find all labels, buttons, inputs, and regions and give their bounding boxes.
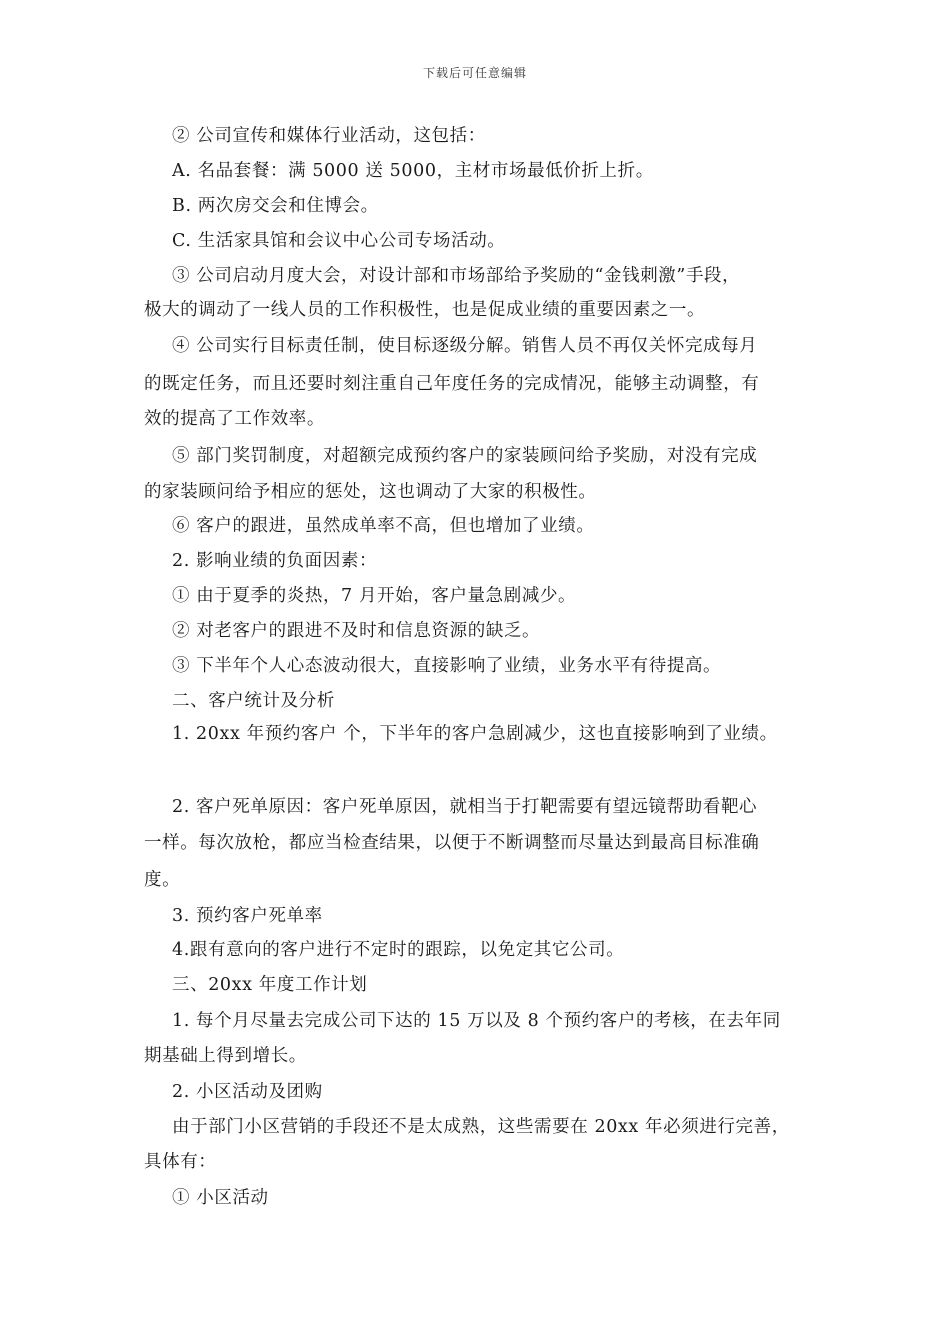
paragraph-line: 期基础上得到增长。 (144, 1046, 307, 1066)
paragraph-line: ① 由于夏季的炎热，7 月开始，客户量急剧减少。 (172, 586, 577, 606)
paragraph-line: 4.跟有意向的客户进行不定时的跟踪，以免定其它公司。 (172, 940, 625, 960)
paragraph-line: 效的提高了工作效率。 (144, 409, 325, 429)
paragraph-line: 2. 影响业绩的负面因素： (172, 551, 378, 571)
paragraph-line: 的既定任务，而且还要时刻注重自己年度任务的完成情况，能够主动调整，有 (144, 374, 760, 394)
paragraph-line: B. 两次房交会和住博会。 (172, 196, 379, 216)
paragraph-line: 2. 小区活动及团购 (172, 1082, 323, 1102)
paragraph-line: ③ 公司启动月度大会，对设计部和市场部给予奖励的“金钱刺激”手段， (172, 266, 741, 286)
paragraph-line: ① 小区活动 (172, 1188, 269, 1208)
paragraph-line: C. 生活家具馆和会议中心公司专场活动。 (172, 231, 506, 251)
paragraph-line: 由于部门小区营销的手段还不是太成熟，这些需要在 20xx 年必须进行完善， (172, 1117, 790, 1137)
paragraph-line: 3. 预约客户死单率 (172, 906, 323, 926)
paragraph-line: ⑤ 部门奖罚制度，对超额完成预约客户的家装顾问给予奖励，对没有完成 (172, 446, 758, 466)
paragraph-line: ② 公司宣传和媒体行业活动，这包括： (172, 126, 486, 146)
paragraph-line: 一样。每次放枪，都应当检查结果，以便于不断调整而尽量达到最高目标准确 (144, 833, 760, 853)
paragraph-line: 1. 每个月尽量去完成公司下达的 15 万以及 8 个预约客户的考核，在去年同 (172, 1011, 781, 1031)
paragraph-line: 的家装顾问给予相应的惩处，这也调动了大家的积极性。 (144, 482, 597, 502)
paragraph-line: A. 名品套餐：满 5000 送 5000，主材市场最低价折上折。 (172, 161, 654, 181)
paragraph-line: ② 对老客户的跟进不及时和信息资源的缺乏。 (172, 621, 541, 641)
paragraph-line: 1. 20xx 年预约客户 个，下半年的客户急剧减少，这也直接影响到了业绩。 (172, 724, 778, 744)
paragraph-line: ⑥ 客户的跟进，虽然成单率不高，但也增加了业绩。 (172, 516, 595, 536)
paragraph-line: ④ 公司实行目标责任制，使目标逐级分解。销售人员不再仅关怀完成每月 (172, 336, 758, 356)
paragraph-line: ③ 下半年个人心态波动很大，直接影响了业绩，业务水平有待提高。 (172, 656, 722, 676)
page-header: 下载后可任意编辑 (422, 66, 527, 80)
paragraph-line: 度。 (144, 870, 181, 890)
section-heading: 三、20xx 年度工作计划 (172, 975, 368, 995)
paragraph-line: 2. 客户死单原因：客户死单原因，就相当于打靶需要有望远镜帮助看靶心 (172, 797, 758, 817)
section-heading: 二、客户统计及分析 (172, 691, 335, 711)
paragraph-line: 极大的调动了一线人员的工作积极性，也是促成业绩的重要因素之一。 (144, 300, 706, 320)
paragraph-line: 具体有： (144, 1152, 217, 1172)
